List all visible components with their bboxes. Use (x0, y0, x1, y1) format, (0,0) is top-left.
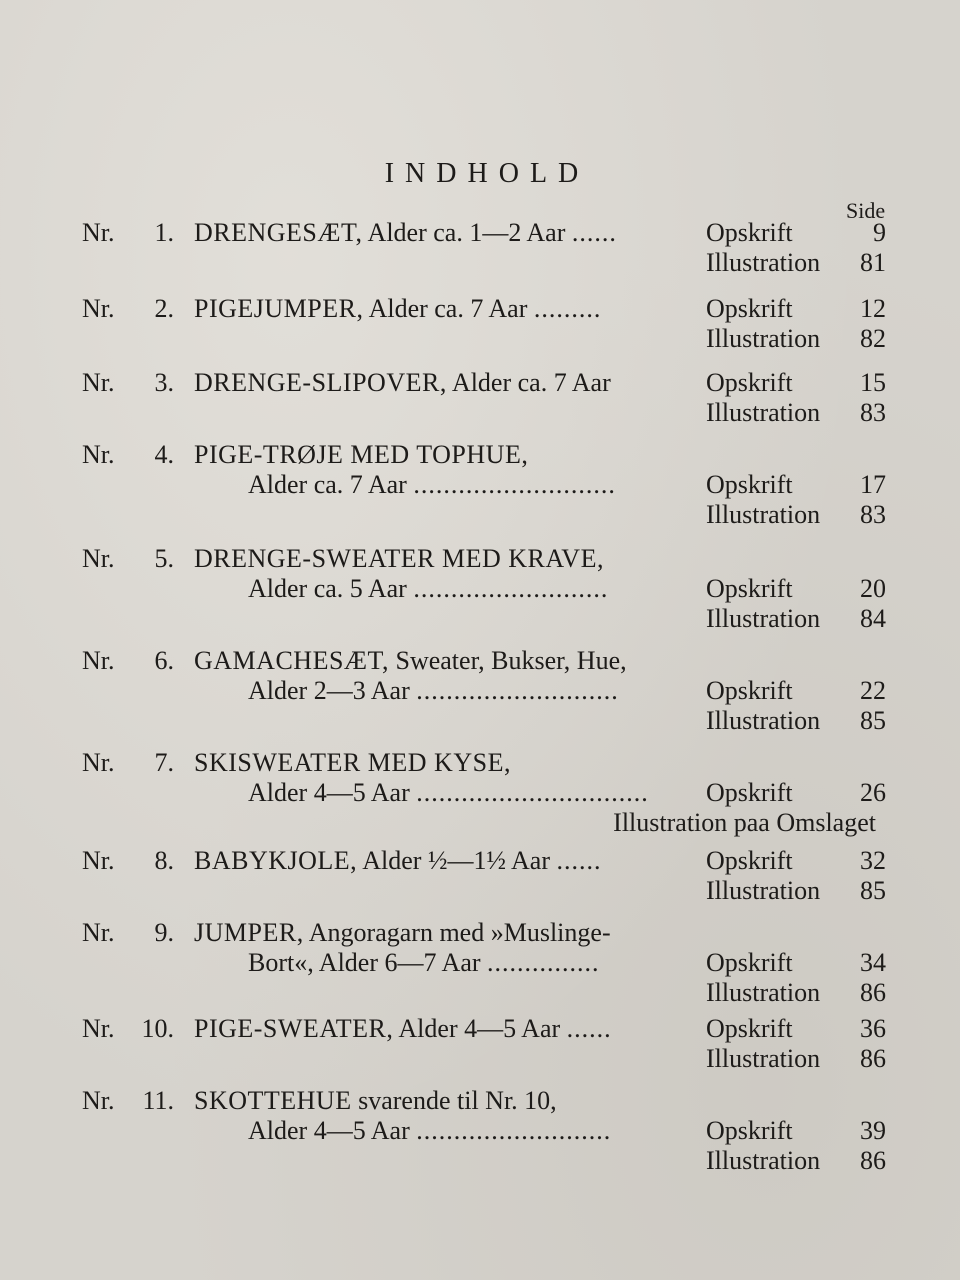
entry-age: Alder ca. 7 Aar (248, 470, 407, 499)
recipe-label: Opskrift (706, 574, 793, 603)
entry-age: Alder ca. 1—2 Aar (367, 218, 566, 247)
illustration-page: 86 (860, 1044, 886, 1073)
entry-nr-label: Nr. (82, 846, 115, 875)
entry-title: PIGE-SWEATER, (194, 1014, 394, 1043)
toc-entry-7 (82, 748, 892, 838)
recipe-page: 15 (860, 368, 886, 397)
entry-nr-label: Nr. (82, 748, 115, 777)
entry-nr-label: Nr. (82, 1086, 115, 1115)
entry-number: 11. (142, 1086, 174, 1115)
recipe-page: 22 (860, 676, 886, 705)
recipe-page: 39 (860, 1116, 886, 1145)
entry-nr-label: Nr. (82, 294, 115, 323)
entry-age: Alder 4—5 Aar (248, 1116, 410, 1145)
toc-entry-5 (82, 544, 892, 634)
toc-entry-2 (82, 294, 892, 354)
entry-title: GAMACHESÆT, (194, 646, 389, 675)
illustration-label: Illustration (706, 500, 821, 529)
leader-dots: ........................... (416, 676, 619, 705)
recipe-label: Opskrift (706, 1014, 793, 1043)
recipe-label: Opskrift (706, 778, 793, 807)
recipe-label: Opskrift (706, 948, 793, 977)
recipe-label: Opskrift (706, 846, 793, 875)
entry-number: 6. (154, 646, 174, 675)
entry-nr-label: Nr. (82, 544, 115, 573)
illustration-label: Illustration (706, 876, 821, 905)
recipe-page: 36 (860, 1014, 886, 1043)
illustration-page: 83 (860, 500, 886, 529)
entry-age: Alder ca. 5 Aar (248, 574, 407, 603)
entry-age: Alder ca. 7 Aar (368, 294, 528, 323)
entry-number: 4. (154, 440, 174, 469)
entry-number: 8. (154, 846, 174, 875)
illustration-label: Illustration (706, 324, 821, 353)
entry-age: Alder 2—3 Aar (248, 676, 410, 705)
recipe-page: 12 (860, 294, 886, 323)
side-column-label: Side (846, 198, 886, 223)
illustration-page: 86 (860, 978, 886, 1007)
illustration-label: Illustration (706, 1044, 821, 1073)
illustration-page: 81 (860, 248, 886, 277)
illustration-label: Illustration (706, 978, 821, 1007)
leader-dots: ........................... (413, 470, 616, 499)
entry-number: 10. (141, 1014, 174, 1043)
illustration-page: 83 (860, 398, 886, 427)
leader-dots: ...... (566, 1014, 612, 1043)
toc-entry-8 (82, 846, 892, 906)
entry-title: PIGEJUMPER, (194, 294, 364, 323)
illustration-note: Illustration paa Omslaget (613, 808, 876, 837)
leader-dots: ...... (556, 846, 602, 875)
entry-number: 9. (154, 918, 174, 947)
entry-description: Sweater, Bukser, Hue, (395, 646, 627, 675)
leader-dots: ............... (487, 948, 600, 977)
toc-entry-6 (82, 646, 892, 736)
entry-nr-label: Nr. (82, 218, 115, 247)
entry-description: svarende til Nr. 10, (358, 1086, 557, 1115)
recipe-label: Opskrift (706, 368, 793, 397)
illustration-page: 85 (860, 706, 886, 735)
page-title: INDHOLD (384, 158, 590, 189)
entry-nr-label: Nr. (82, 918, 115, 947)
entry-description: Angoragarn med »Muslinge- (308, 918, 611, 947)
entry-age: Alder 4—5 Aar (248, 778, 410, 807)
recipe-label: Opskrift (706, 294, 793, 323)
entry-number: 3. (154, 368, 174, 397)
leader-dots: .......................... (416, 1116, 612, 1145)
illustration-label: Illustration (706, 706, 821, 735)
entry-age: Alder 4—5 Aar (398, 1014, 561, 1043)
leader-dots: ......... (533, 294, 602, 323)
recipe-page: 20 (860, 574, 886, 603)
illustration-label: Illustration (706, 604, 821, 633)
illustration-page: 82 (860, 324, 886, 353)
entry-nr-label: Nr. (82, 646, 115, 675)
entry-age: Alder ½—1½ Aar (362, 846, 550, 875)
toc-entry-9 (82, 918, 892, 1008)
entry-age: Bort«, Alder 6—7 Aar (248, 948, 481, 977)
entry-title: JUMPER, (194, 918, 304, 947)
entry-nr-label: Nr. (82, 368, 115, 397)
leader-dots: ...... (571, 218, 617, 247)
toc-entry-1 (82, 218, 892, 278)
entry-title: SKISWEATER MED KYSE, (194, 748, 511, 777)
recipe-label: Opskrift (706, 218, 793, 247)
toc-entry-11 (82, 1086, 892, 1176)
recipe-label: Opskrift (706, 1116, 793, 1145)
recipe-page: 26 (860, 778, 886, 807)
entry-number: 7. (154, 748, 174, 777)
recipe-page: 17 (860, 470, 886, 499)
leader-dots: .......................... (413, 574, 609, 603)
entry-title: SKOTTEHUE (194, 1086, 352, 1115)
toc-entry-3 (82, 368, 892, 428)
entry-title: DRENGESÆT, (194, 218, 363, 247)
entry-number: 1. (154, 218, 174, 247)
entry-title: DRENGE-SWEATER MED KRAVE, (194, 544, 604, 573)
entry-title: DRENGE-SLIPOVER, (194, 368, 447, 397)
entry-nr-label: Nr. (82, 1014, 115, 1043)
recipe-page: 9 (873, 218, 886, 247)
recipe-page: 34 (860, 948, 886, 977)
illustration-page: 85 (860, 876, 886, 905)
recipe-label: Opskrift (706, 676, 793, 705)
entry-title: BABYKJOLE, (194, 846, 358, 875)
entry-title: PIGE-TRØJE MED TOPHUE, (194, 440, 529, 469)
leader-dots: ............................... (416, 778, 649, 807)
recipe-label: Opskrift (706, 470, 793, 499)
illustration-page: 84 (860, 604, 886, 633)
entry-number: 5. (154, 544, 174, 573)
illustration-page: 86 (860, 1146, 886, 1175)
illustration-label: Illustration (706, 1146, 821, 1175)
recipe-page: 32 (860, 846, 886, 875)
illustration-label: Illustration (706, 248, 821, 277)
toc-entry-10 (82, 1014, 892, 1074)
illustration-label: Illustration (706, 398, 821, 427)
entry-number: 2. (154, 294, 174, 323)
entry-age: Alder ca. 7 Aar (451, 368, 611, 397)
toc-entry-4 (82, 440, 892, 530)
entry-nr-label: Nr. (82, 440, 115, 469)
